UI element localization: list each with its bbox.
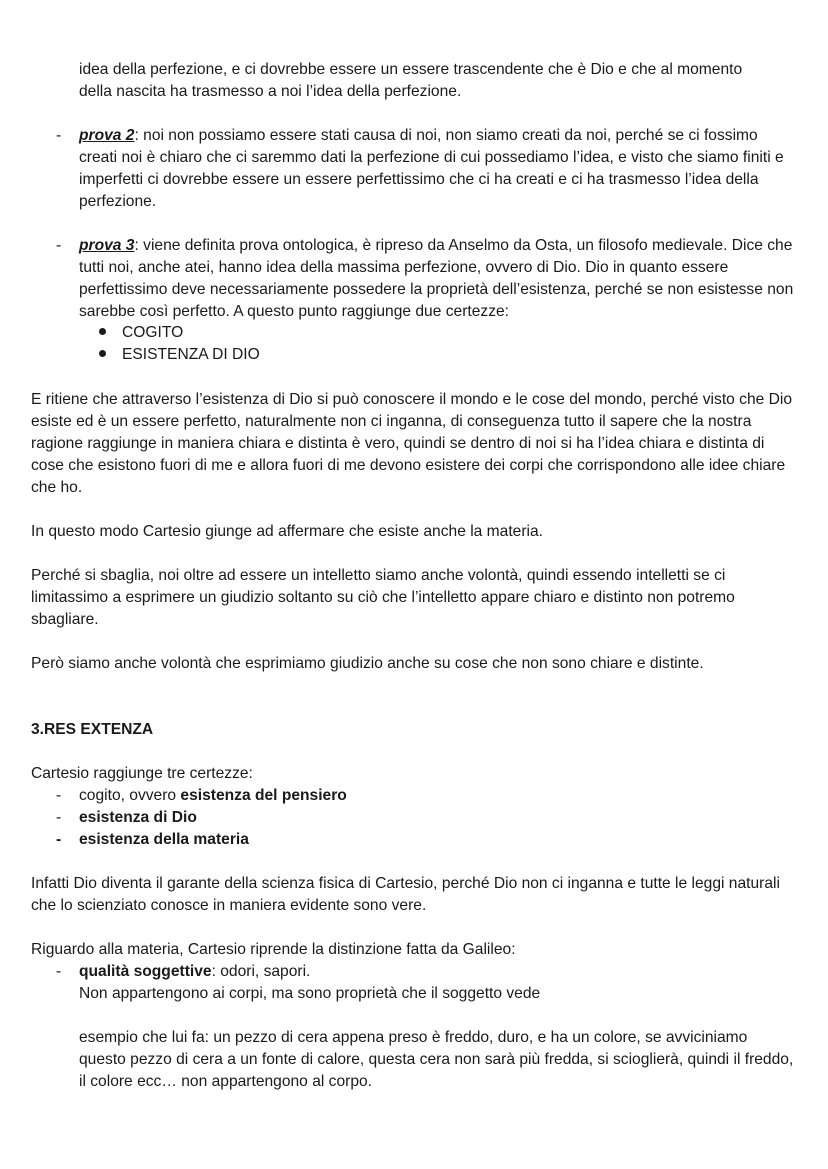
- bullet-icon: [99, 350, 106, 357]
- paragraph-3: Perché si sbaglia, noi oltre ad essere un intelletto siamo anche volontà, quindi essendo intelletti se ci limitassimo a esprimere un giudizio soltanto su ciò che l’intelletto appare chiaro e distinto non potremo sbagliare.: [31, 567, 735, 628]
- intro-line-2: della nascita ha trasmesso a noi l’idea della perfezione.: [79, 83, 462, 100]
- certezze-intro: Cartesio raggiunge tre certezze:: [31, 765, 253, 782]
- paragraph-5: Infatti Dio diventa il garante della scienza fisica di Cartesio, perché Dio non ci inganna e tutte le leggi naturali che lo scienziato conosce in maniera evidente sono vere.: [31, 875, 780, 914]
- dash-marker: -: [56, 787, 62, 804]
- list-item-prova-2: [31, 125, 801, 215]
- paragraph-4: Però siamo anche volontà che esprimiamo giudizio anche su cose che non sono chiare e distinte.: [31, 655, 704, 672]
- dash-marker: -: [56, 809, 62, 826]
- prova-2-body: : noi non possiamo essere stati causa di noi, non siamo creati da noi, perché se ci fossimo creati noi è chiaro che ci saremmo dati la perfezione di cui possediamo l’idea, e visto che siamo finiti e imperfetti ci dovrebbe essere un essere perfettissimo che ci ha creati e ci ha trasmesso l’idea della perfezione.: [79, 127, 784, 210]
- dash-marker: -: [56, 127, 62, 144]
- intro-paragraph: [79, 59, 799, 103]
- intro-line-1: idea della perfezione, e ci dovrebbe essere un essere trascendente che è Dio e che al momento: [79, 61, 743, 78]
- section-heading: 3.RES EXTENZA: [31, 721, 154, 738]
- esempio-paragraph: esempio che lui fa: un pezzo di cera appena preso è freddo, duro, e ha un colore, se avviciniamo questo pezzo di cera a un fonte di calore, questa cera non sarà più fredda, si scioglierà, quindi il freddo, il colore ecc… non appartengono al corpo.: [79, 1029, 794, 1090]
- dash-marker: -: [56, 237, 62, 254]
- prova-3-label: prova 3: [79, 237, 135, 254]
- dash-marker: -: [56, 963, 62, 980]
- bullet-item-cogito: COGITO: [99, 322, 183, 344]
- bullet-item-esistenza-di-dio: ESISTENZA DI DIO: [99, 344, 260, 366]
- prova-2-text: [79, 125, 797, 213]
- prova-3-body: : viene definita prova ontologica, è ripreso da Anselmo da Osta, un filosofo medievale. Dice che tutti noi, anche atei, hanno idea della massima perfezione, ovvero di Dio. Dio in quanto essere perfettissimo deve necessariamente possedere la proprietà dell’esistenza, perché se non esistesse non sarebbe così perfetto. A questo punto raggiunge due certezze:: [79, 237, 794, 320]
- qualita-label: qualità soggettive: [79, 963, 212, 980]
- document-page: idea della perfezione, e ci dovrebbe essere un essere trascendente che è Dio e che al momento della nascita ha trasmesso a noi l’idea della perfezione. - prova 2: noi non possiamo essere stati causa di noi, non siamo creati da noi, perché se ci fossimo creati noi è chiaro che ci saremmo dati la perfezione di cui possediamo l’idea, e visto che siamo finiti e imperfetti ci dovrebbe essere un essere perfettissimo che ci ha creati e ci ha trasmesso l’idea della perfezione. - prova 3: viene definita prova ontologica, è ripreso da Anselmo da Osta, un filosofo medievale. Dice che tutti noi, anche atei, hanno idea della massima perfezione, ovvero di Dio. Dio in quanto essere perfettissimo deve necessariamente possedere la proprietà dell’esistenza, perché se non esistesse non sarebbe così perfetto. A questo punto raggiunge due certezze: COGITO ESISTENZA DI DIO E ritiene che attraverso l’esistenza di Dio si può conoscere il mondo e le cose del mondo, perché visto che Dio esiste ed è un essere perfetto, naturalmente non ci inganna, di conseguenza tutto il sapere che la nostra ragione raggiunge in maniera chiara e distinta è vero, quindi se dentro di noi si ha l’idea chiara e distinta di cose che esistono fuori di me e allora fuori di me devono esistere dei corpi che corrispondono alle idee chiare che ho. In questo modo Cartesio giunge ad affermare che esiste anche la materia. Perché si sbaglia, noi oltre ad essere un intelletto siamo anche volontà, quindi essendo intelletti se ci limitassimo a esprimere un giudizio soltanto su ciò che l’intelletto appare chiaro e distinto non potremo sbagliare. Però siamo anche volontà che esprimiamo giudizio anche su cose che non sono chiare e distinte. 3.RES EXTENZA Cartesio raggiunge tre certezze: - cogito, ovvero esistenza del pensiero - esistenza di Dio - esistenza della materia Infatti Dio diventa il garante della scienza fisica di Cartesio, perché Dio non ci inganna e tutte le leggi naturali che lo scienziato conosce in maniera evidente sono vere. Riguardo alla materia, Cartesio riprende la distinzione fatta da Galileo: - qualità soggettive: odori, sapori. Non appartengono ai corpi, ma sono proprietà che il soggetto vede esempio che lui fa: un pezzo di cera appena preso è freddo, duro, e ha un colore, se avviciniamo questo pezzo di cera a un fonte di calore, questa cera non sarà più fredda, si scioglierà, quindi il freddo, il colore ecc… non appartengono al corpo.: [0, 0, 828, 1169]
- dash-marker: -: [56, 831, 62, 848]
- prova-3-text: [79, 235, 797, 323]
- list-item-prova-3: [31, 235, 801, 325]
- paragraph-1: E ritiene che attraverso l’esistenza di Dio si può conoscere il mondo e le cose del mondo, perché visto che Dio esiste ed è un essere perfetto, naturalmente non ci inganna, di conseguenza tutto il sapere che la nostra ragione raggiunge in maniera chiara e distinta è vero, quindi se dentro di noi si ha l’idea chiara e distinta di cose che esistono fuori di me e allora fuori di me devono esistere dei corpi che corrispondono alle idee chiare che ho.: [31, 391, 793, 496]
- qualita-line-2: Non appartengono ai corpi, ma sono proprietà che il soggetto vede: [79, 985, 541, 1002]
- prova-2-label: prova 2: [79, 127, 135, 144]
- bullet-icon: [99, 328, 106, 335]
- paragraph-2: In questo modo Cartesio giunge ad affermare che esiste anche la materia.: [31, 523, 544, 540]
- paragraph-6: Riguardo alla materia, Cartesio riprende la distinzione fatta da Galileo:: [31, 941, 516, 958]
